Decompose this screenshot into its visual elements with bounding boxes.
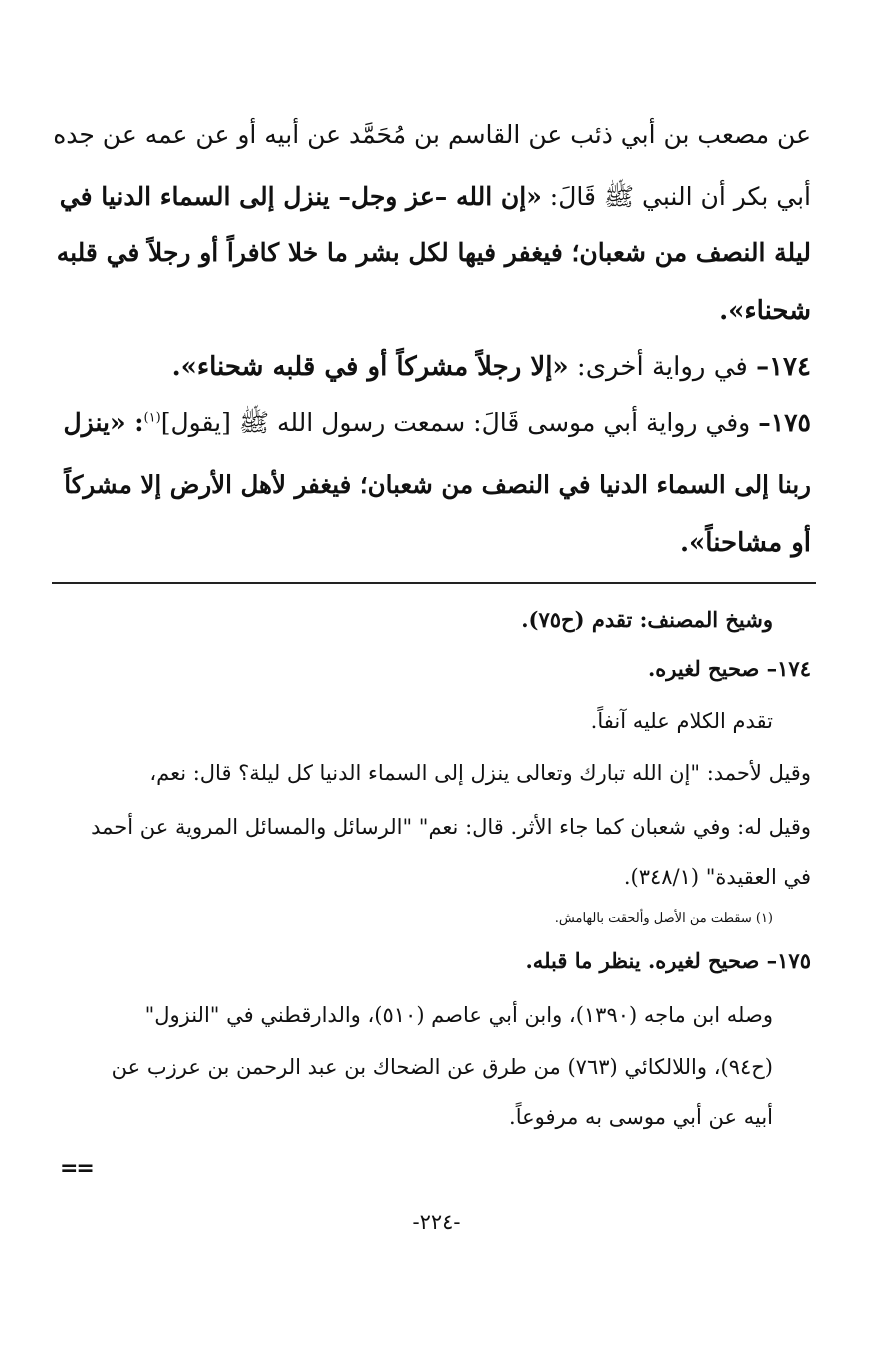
note-175-line-3-text: أبيه عن أبي موسى به مرفوعاً. [509,1105,773,1129]
note-174-line-2 [149,758,811,788]
note-author-sheikh [521,605,773,635]
note-175-line-2 [112,1052,773,1082]
note-174-line-3 [91,812,811,842]
hadith-175-intro: وفي رواية أبي موسى قَالَ: سمعت رسول الله ﷺ [يقول] [160,408,759,437]
note-174-line-3-text: وقيل له: وفي شعبان كما جاء الأثر. قال: نعم" "الرسائل والمسائل المروية عن أحمد [91,815,811,839]
hadith-174-intro: في رواية أخرى: [568,352,757,382]
hadith-175-text-start: : «ينزل [63,408,144,437]
main-text-line-1 [53,118,811,152]
hadith-174 [172,350,811,384]
note-174-line-4 [624,862,811,892]
hadith-175-line-1 [64,406,811,440]
footnote [555,910,773,928]
footnote-text: (١) سقطت من الأصل وألحقت بالهامش. [554,911,773,926]
main-text-line-4 [719,294,811,328]
note-174-title-text: ١٧٤– صحيح لغيره. [647,656,811,681]
note-175-line-1 [145,1000,773,1030]
note-175-title-text: ١٧٥– صحيح لغيره. ينظر ما قبله. [525,948,811,973]
main-text-line-2 [60,180,811,214]
hadith-175-line-3 [680,526,811,560]
main-text-line-2-narration: أبي بكر أن النبي ﷺ قَالَ: [541,182,811,211]
note-174-line-1-text: تقدم الكلام عليه آنفاً. [590,709,773,733]
page-number: -٢٢٤- [412,1210,461,1234]
note-175-line-1-text: وصله ابن ماجه (١٣٩٠)، وابن أبي عاصم (٥١٠)، والدارقطني في "النزول" [144,1003,773,1027]
note-174-line-4-text: في العقيدة" (٣٤٨/١). [623,865,811,889]
continuation-mark: == [60,1156,93,1181]
hadith-175-number: ١٧٥– [758,408,811,437]
note-174-line-2-text: وقيل لأحمد: "إن الله تبارك وتعالى ينزل إلى السماء الدنيا كل ليلة؟ قال: نعم، [149,761,811,785]
note-174-line-1 [591,706,773,736]
section-divider [52,582,816,584]
main-text-line-3 [57,236,811,270]
main-text-line-1-content: عن مصعب بن أبي ذئب عن القاسم بن مُحَمَّد عن أبيه أو عن عمه عن جده [53,120,811,149]
note-author-sheikh-text: وشيخ المصنف: تقدم (ح٧٥). [521,607,773,632]
footnote-reference: (١) [143,410,161,426]
note-175-title [526,946,812,976]
hadith-175-line-2-content: ربنا إلى السماء الدنيا في النصف من شعبان؛ فيغفر لأهل الأرض إلا مشركاً [64,470,811,499]
hadith-174-number: ١٧٤– [756,352,811,382]
hadith-175-line-3-content: أو مشاحناً». [679,528,811,558]
note-175-line-2-text: (ح٩٤)، واللالكائي (٧٦٣) من طرق عن الضحاك بن عبد الرحمن بن عرزب عن [111,1055,773,1079]
note-174-title [648,654,811,684]
main-text-line-3-content: ليلة النصف من شعبان؛ فيغفر فيها لكل بشر ما خلا كافراً أو رجلاً في قلبه [56,238,811,267]
hadith-175-line-2 [64,468,811,502]
main-text-line-4-content: شحناء». [719,296,811,326]
note-175-line-3 [509,1102,773,1132]
hadith-174-text: «إلا رجلاً مشركاً أو في قلبه شحناء». [171,352,569,382]
main-text-line-2-hadith: «إن الله –عز وجل– ينزل إلى السماء الدنيا في [59,182,542,211]
